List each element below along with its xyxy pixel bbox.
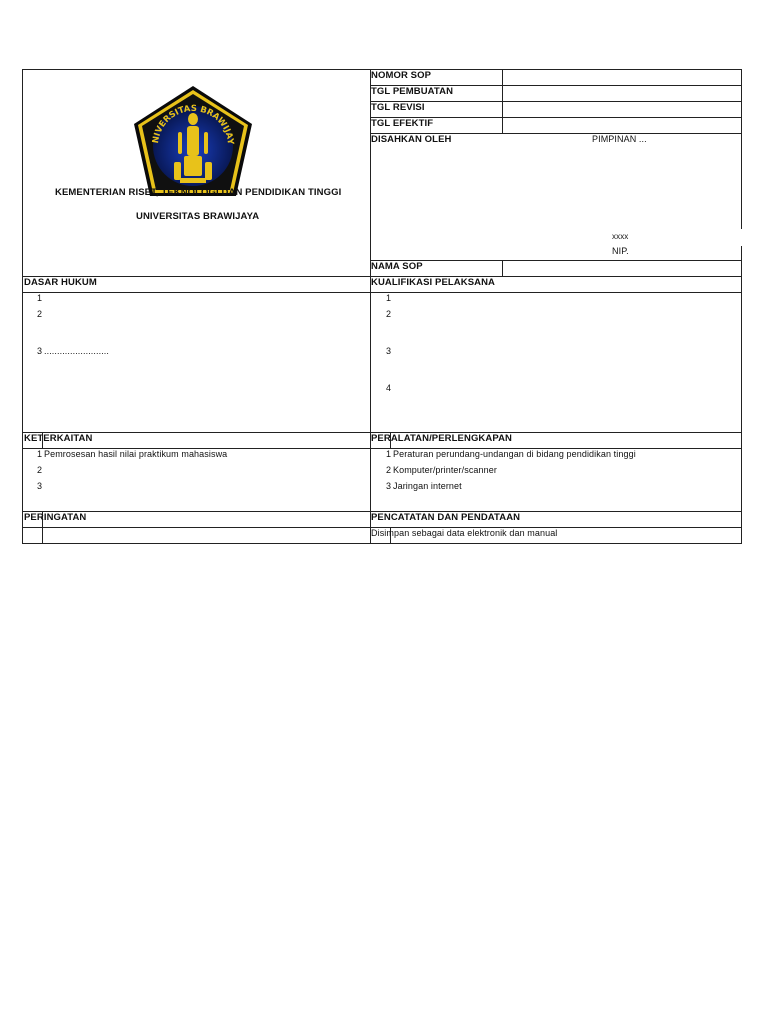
field-nama-sop: NAMA SOP [371, 261, 423, 272]
field-disahkan-oleh: DISAHKAN OLEH [371, 134, 452, 145]
peralatan-num-2: 2 [385, 465, 391, 475]
keterkaitan-label: KETERKAITAN [24, 433, 93, 444]
field-tgl-efektif: TGL EFEKTIF [371, 118, 434, 129]
keterkaitan-text-1: Pemrosesan hasil nilai praktikum mahasiswa [44, 449, 228, 459]
peralatan-text-3: Jaringan internet [393, 481, 462, 491]
pencatatan-text: Disimpan sebagai data elektronik dan manual [371, 528, 558, 538]
peralatan-num-3: 3 [385, 481, 391, 491]
dasar-hukum-num-3: 3 [36, 346, 42, 356]
peralatan-label: PERALATAN/PERLENGKAPAN [371, 433, 513, 444]
kualifikasi-num-1: 1 [385, 293, 391, 303]
institution-name: KEMENTERIAN RISET, TEKNOLOGI DAN PENDIDIKAN TINGGI [55, 187, 342, 198]
university-name: UNIVERSITAS BRAWIJAYA [136, 211, 260, 222]
peringatan-label: PERINGATAN [24, 512, 87, 523]
dasar-hukum-text-3: ......................... [44, 346, 110, 356]
kualifikasi-num-3: 3 [385, 346, 391, 356]
peralatan-num-1: 1 [385, 449, 391, 459]
signature-title: PIMPINAN ... [592, 134, 647, 144]
field-tgl-revisi: TGL REVISI [371, 102, 425, 113]
signature-nip: NIP. [612, 246, 629, 256]
keterkaitan-num-3: 3 [36, 481, 42, 491]
kualifikasi-num-4: 4 [385, 383, 391, 393]
dasar-hukum-num-2: 2 [36, 309, 42, 319]
logo-text: NIVERSITAS BRAWIJAY [150, 103, 235, 145]
peralatan-text-2: Komputer/printer/scanner [393, 465, 497, 475]
field-nomor-sop: NOMOR SOP [371, 70, 432, 81]
signature-name: xxxx [612, 232, 629, 241]
pencatatan-label: PENCATATAN DAN PENDATAAN [371, 512, 521, 523]
field-tgl-pembuatan: TGL PEMBUATAN [371, 86, 454, 97]
dasar-hukum-label: DASAR HUKUM [24, 277, 97, 288]
keterkaitan-num-2: 2 [36, 465, 42, 475]
keterkaitan-num-1: 1 [36, 449, 42, 459]
dasar-hukum-num-1: 1 [36, 293, 42, 303]
kualifikasi-label: KUALIFIKASI PELAKSANA [371, 277, 496, 288]
peralatan-text-1: Peraturan perundang-undangan di bidang pendidikan tinggi [393, 449, 636, 459]
kualifikasi-num-2: 2 [385, 309, 391, 319]
